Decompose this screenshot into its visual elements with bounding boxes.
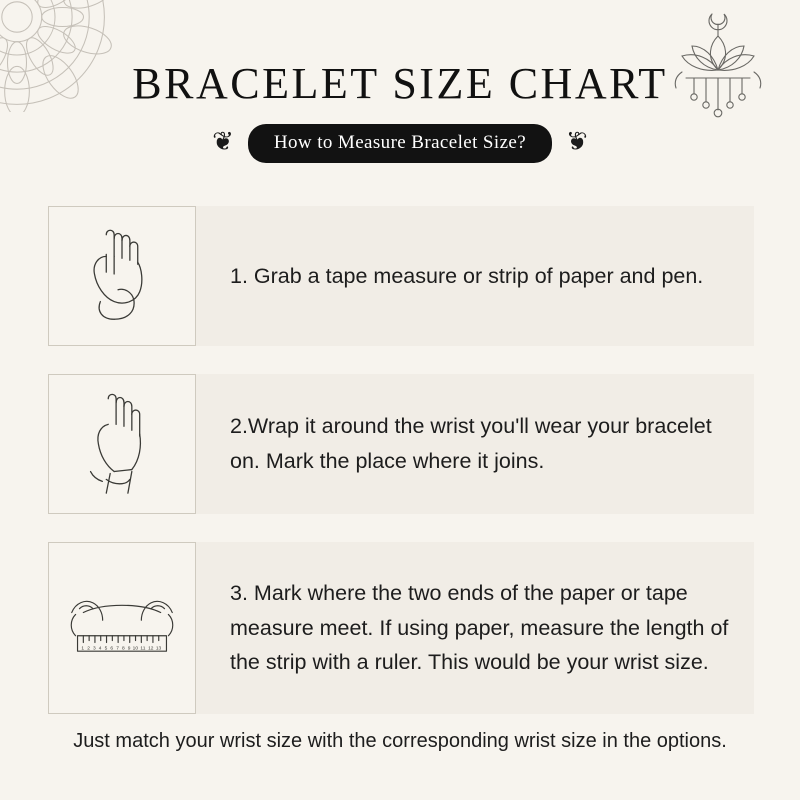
svg-text:5: 5: [104, 646, 108, 652]
svg-text:2: 2: [87, 646, 90, 652]
svg-text:13: 13: [155, 646, 162, 652]
hand-holding-tape-measure-icon: [63, 217, 181, 335]
svg-text:1: 1: [81, 646, 85, 652]
svg-text:10: 10: [132, 646, 139, 652]
svg-text:4: 4: [98, 646, 102, 652]
hands-measuring-with-ruler-icon: [54, 570, 190, 686]
swirl-flourish-left-icon: ❦: [212, 126, 234, 156]
hand-wrapped-wrist-icon: [63, 385, 181, 503]
swirl-flourish-right-icon: ❦: [566, 126, 588, 156]
svg-text:7: 7: [116, 646, 119, 652]
list-item: [48, 374, 754, 514]
step-3-text: 3. Mark where the two ends of the paper or tape measure meet. If using paper, measure the length of the strip with a ruler. This would be your wrist size.: [230, 580, 729, 675]
svg-text:9: 9: [127, 646, 131, 652]
step-3-illustration-frame: [48, 542, 196, 714]
svg-text:3: 3: [93, 646, 96, 652]
list-item: [48, 206, 754, 346]
svg-text:8: 8: [122, 646, 125, 652]
step-2-illustration-frame: [48, 374, 196, 514]
subtitle-row: [0, 124, 800, 163]
svg-text:6: 6: [110, 646, 114, 652]
svg-text:11: 11: [140, 646, 146, 652]
page-title: BRACELET SIZE CHART: [132, 59, 668, 108]
subtitle-badge: How to Measure Bracelet Size?: [248, 124, 552, 163]
footer-note: Just match your wrist size with the corresponding wrist size in the options.: [73, 730, 727, 752]
steps-list: [48, 206, 754, 742]
list-item: [48, 542, 754, 714]
step-1-text: 1. Grab a tape measure or strip of paper and pen.: [230, 263, 704, 288]
step-1-illustration-frame: [48, 206, 196, 346]
step-2-text: 2.Wrap it around the wrist you'll wear your bracelet on. Mark the place where it joins.: [230, 414, 712, 473]
svg-text:12: 12: [148, 646, 154, 652]
